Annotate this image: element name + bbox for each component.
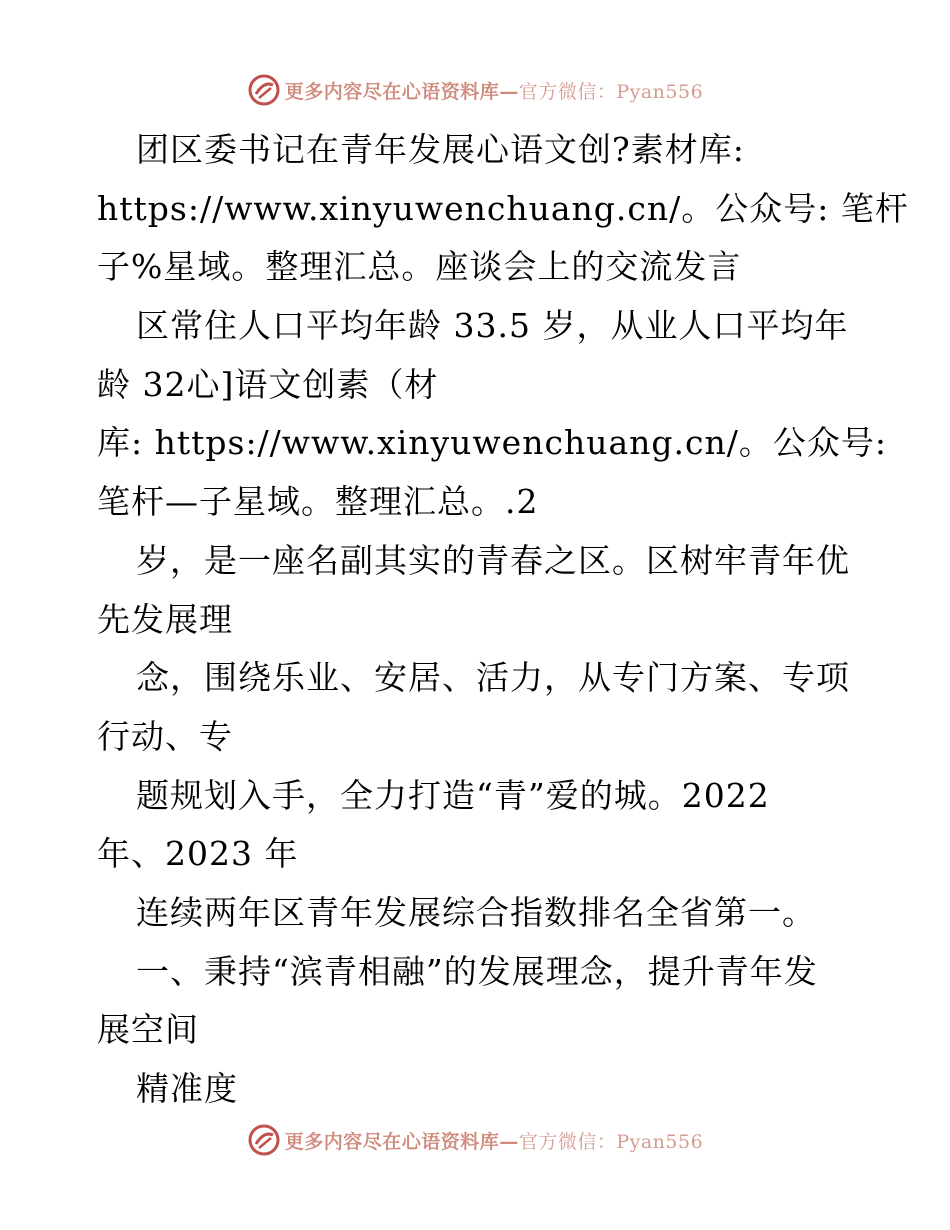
body-line: 岁，是一座名副其实的青春之区。区树牢青年优 [136,540,850,580]
document-body [97,121,909,1119]
body-line: 展空间 [97,1010,199,1050]
watermark-dash: — [499,1130,519,1153]
body-line: 念，围绕乐业、安居、活力，从专门方案、专项 [136,658,850,698]
logo-icon [247,73,281,107]
body-line: 区常住人口平均年龄 33.5 岁，从业人口平均年 [136,306,849,346]
body-line: 连续两年区青年发展综合指数排名全省第一。 [136,892,816,932]
body-line: 团区委书记在青年发展心语文创?素材库: [136,130,745,169]
logo-icon [247,1123,281,1157]
body-line: 行动、专 [97,716,233,756]
body-line: 一、秉持“滨青相融”的发展理念，提升青年发 [136,951,818,991]
watermark-site: 更多内容尽在心语资料库 [284,1130,500,1153]
footer-watermark [0,1120,950,1160]
body-line: 笔杆—子星域。整理汇总。.2 [97,482,539,522]
body-line: 精准度 [136,1069,238,1108]
watermark-account: Pyan556 [616,80,704,103]
watermark-label: 官方微信： [518,80,617,103]
watermark-dash: — [499,80,519,103]
header-watermark [0,70,950,110]
body-line: 库: https://www.xinyuwenchuang.cn/。公众号: [97,423,887,463]
watermark-site: 更多内容尽在心语资料库 [284,80,500,103]
body-line: 先发展理 [97,599,233,639]
watermark-account: Pyan556 [616,1130,704,1153]
watermark-label: 官方微信： [518,1130,617,1153]
body-line: 子%星域。整理汇总。座谈会上的交流发言 [97,247,742,287]
body-line: 题规划入手，全力打造“青”爱的城。2022 [136,775,770,815]
body-line: https://www.xinyuwenchuang.cn/。公众号: 笔杆 [97,188,909,228]
body-line: 龄 32心]语文创素（材 [97,364,439,404]
body-line: 年、2023 年 [97,834,299,874]
